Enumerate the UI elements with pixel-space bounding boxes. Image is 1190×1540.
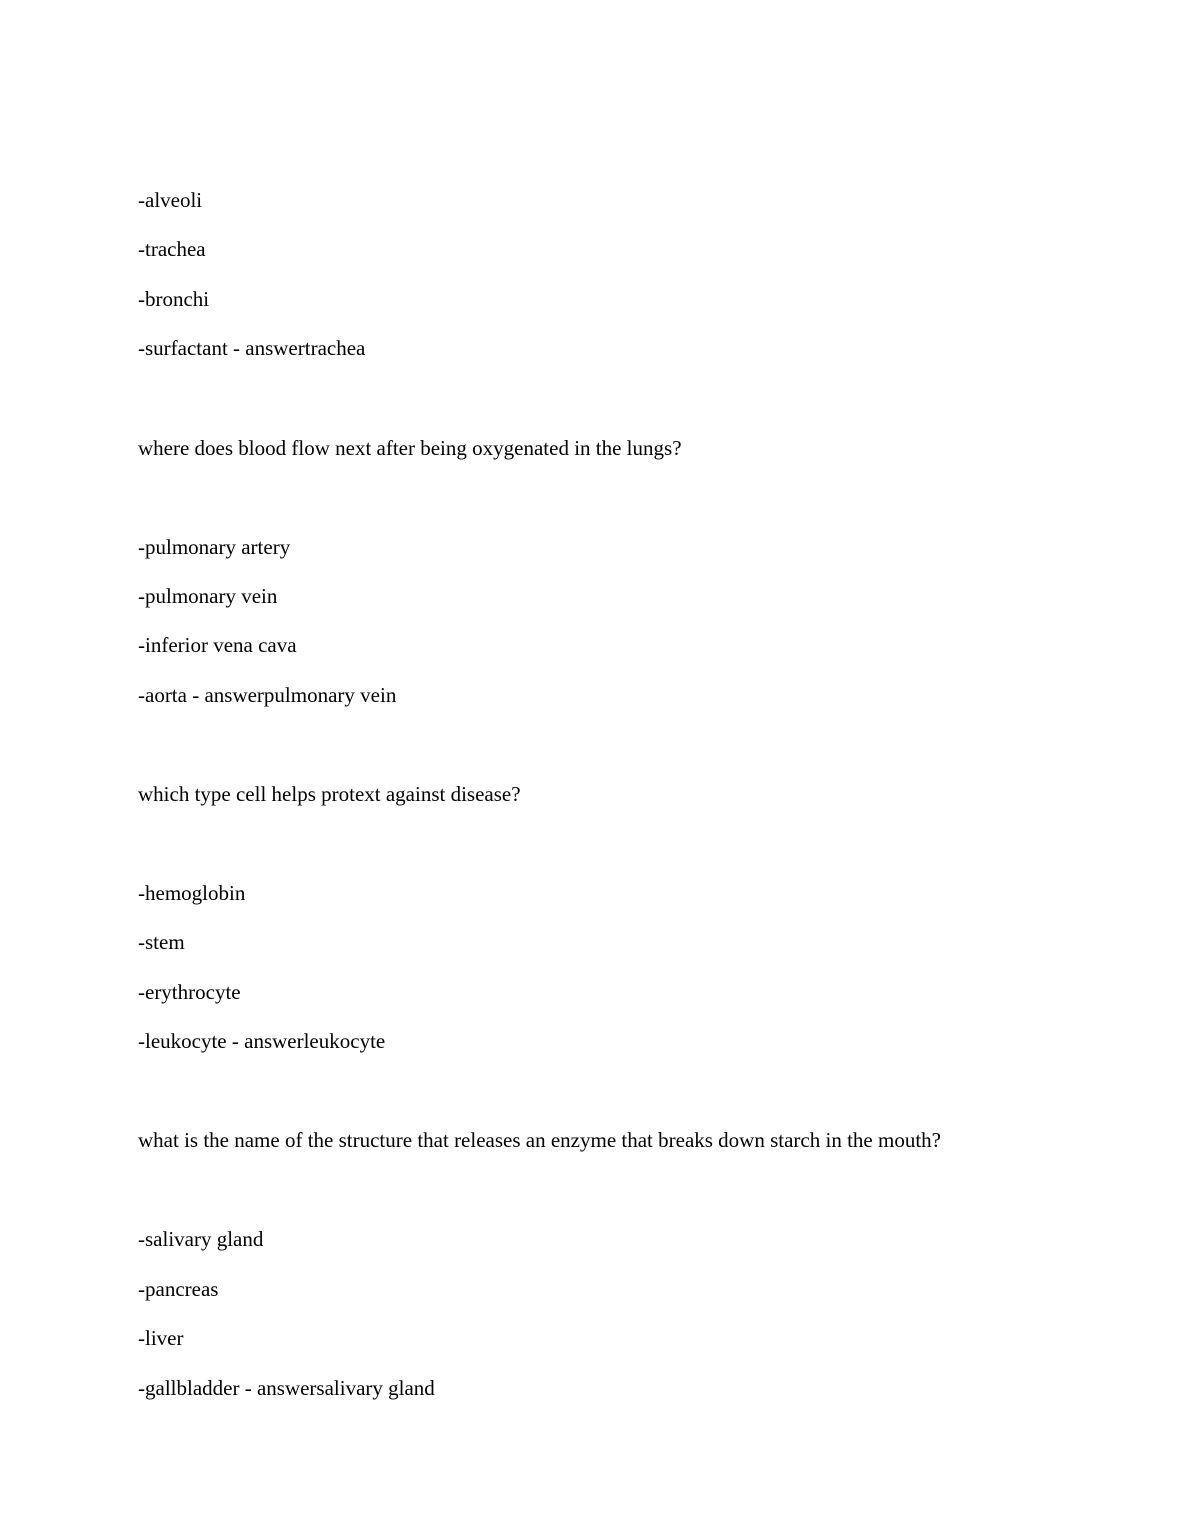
- answer-option: -stem: [138, 930, 185, 954]
- answer-option: -salivary gland: [138, 1227, 264, 1251]
- answer-option-with-key: -surfactant - answertrachea: [138, 336, 366, 360]
- answer-option: -trachea: [138, 237, 206, 261]
- question-text: where does blood flow next after being oxygenated in the lungs?: [138, 436, 682, 460]
- answer-option-with-key: -gallbladder - answersalivary gland: [138, 1376, 435, 1400]
- answer-option: -inferior vena cava: [138, 633, 297, 657]
- question-text: what is the name of the structure that releases an enzyme that breaks down starch in the mouth?: [138, 1128, 941, 1152]
- answer-option: -bronchi: [138, 287, 210, 311]
- answer-option: -pulmonary artery: [138, 535, 291, 559]
- answer-option: -pancreas: [138, 1277, 219, 1301]
- answer-option: -erythrocyte: [138, 980, 241, 1004]
- answer-option: -pulmonary vein: [138, 584, 278, 608]
- answer-option: -alveoli: [138, 188, 203, 212]
- answer-option-with-key: -aorta - answerpulmonary vein: [138, 683, 397, 707]
- answer-option-with-key: -leukocyte - answerleukocyte: [138, 1029, 386, 1053]
- answer-option: -liver: [138, 1326, 184, 1350]
- answer-option: -hemoglobin: [138, 881, 246, 905]
- question-text: which type cell helps protext against disease?: [138, 782, 521, 806]
